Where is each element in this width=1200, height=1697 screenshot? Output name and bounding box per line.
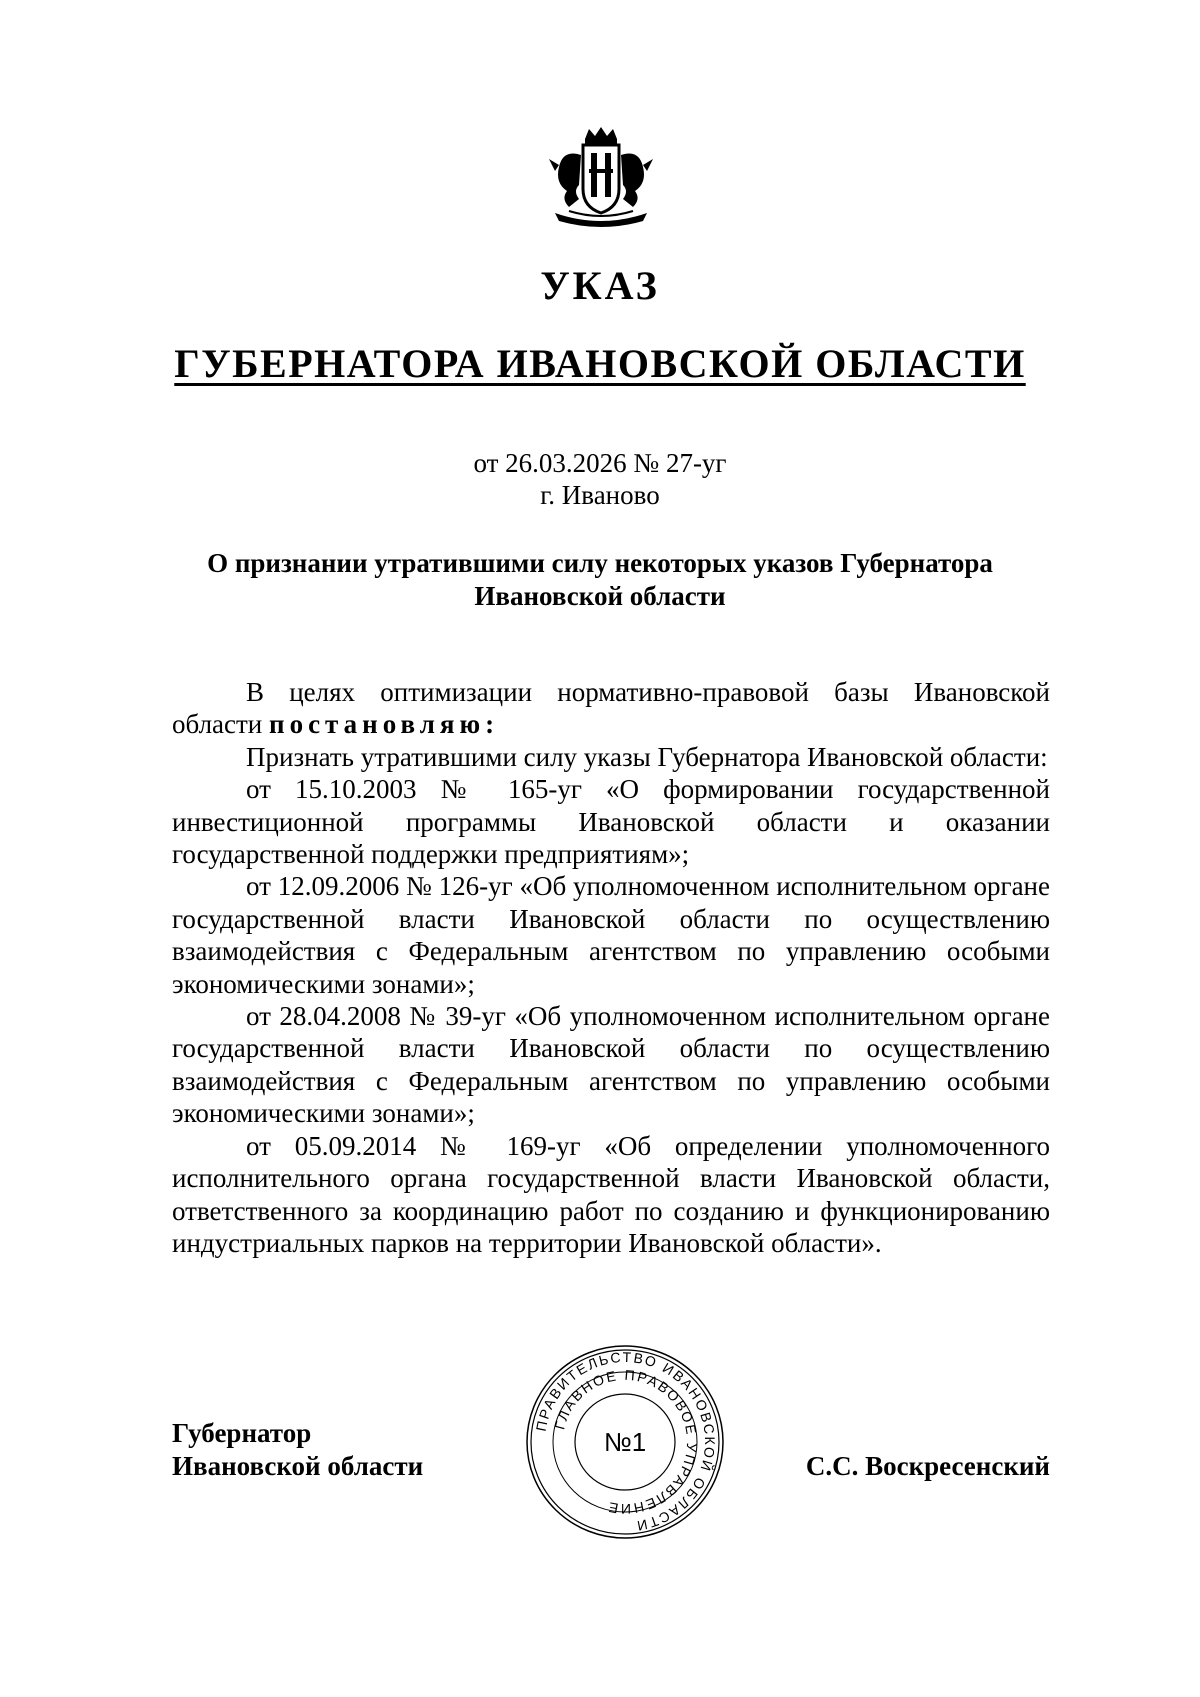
repealed-decree-item: от 12.09.2006 № 126-уг «Об уполномоченном исполнительном органе государственной власти Ивановской области по осуществлению взаимодействия с Федеральным агентством по управлению особыми экономическими зонами»;	[172, 871, 1050, 999]
subject-line-1: О признании утратившими силу некоторых указов Губернатора	[207, 548, 993, 578]
preamble-paragraph	[172, 676, 1050, 741]
document-city: г. Иваново	[540, 480, 660, 510]
signatory-title-line-2: Ивановской области	[172, 1451, 424, 1481]
document-subject	[160, 547, 1040, 613]
seal-number: №1	[603, 1427, 647, 1457]
repealed-decree-item: от 28.04.2008 № 39-уг «Об уполномоченном исполнительном органе государственной власти Ивановской области по осуществлению взаимодействия с Федеральным агентством по управлению особыми экономическими зонами»;	[172, 1001, 1050, 1129]
body-paragraph: Признать утратившими силу указы Губернатора Ивановской области:	[246, 741, 1048, 772]
seal-inner-text: ГЛАВНОЕ ПРАВОВОЕ УПРАВЛЕНИЕ	[551, 1366, 701, 1518]
repealed-decree-item: от 05.09.2014 № 169-уг «Об определении уполномоченного исполнительного органа государственной власти Ивановской области, ответственного за координацию работ по созданию и функционированию индустриальных парков на территории Ивановской области».	[172, 1130, 1050, 1258]
preamble-text: В целях оптимизации нормативно-правовой базы Ивановской области	[172, 677, 1050, 740]
decree-word: постановляю:	[269, 709, 500, 740]
coat-of-arms-icon	[545, 125, 657, 229]
seal-outer-text: ПРАВИТЕЛЬСТВО ИВАНОВСКОЙ ОБЛАСТИ	[532, 1348, 719, 1535]
document-body	[172, 676, 1050, 1259]
repealed-decree-item: от 15.10.2003 № 165-уг «О формировании государственной инвестиционной программы Ивановской области и оказании государственной поддержки предприятиям»;	[172, 774, 1050, 870]
official-seal	[520, 1340, 730, 1545]
signatory-name: С.С. Воскресенский	[805, 1451, 1050, 1481]
signatory-title	[172, 1417, 423, 1483]
document-date-number: от 26.03.2026 № 27-уг	[473, 448, 727, 478]
subject-line-2: Ивановской области	[474, 581, 726, 611]
signatory-title-line-1: Губернатор	[172, 1418, 312, 1448]
issuer-title: ГУБЕРНАТОРА ИВАНОВСКОЙ ОБЛАСТИ	[174, 341, 1026, 386]
document-type-title: УКАЗ	[540, 263, 660, 308]
